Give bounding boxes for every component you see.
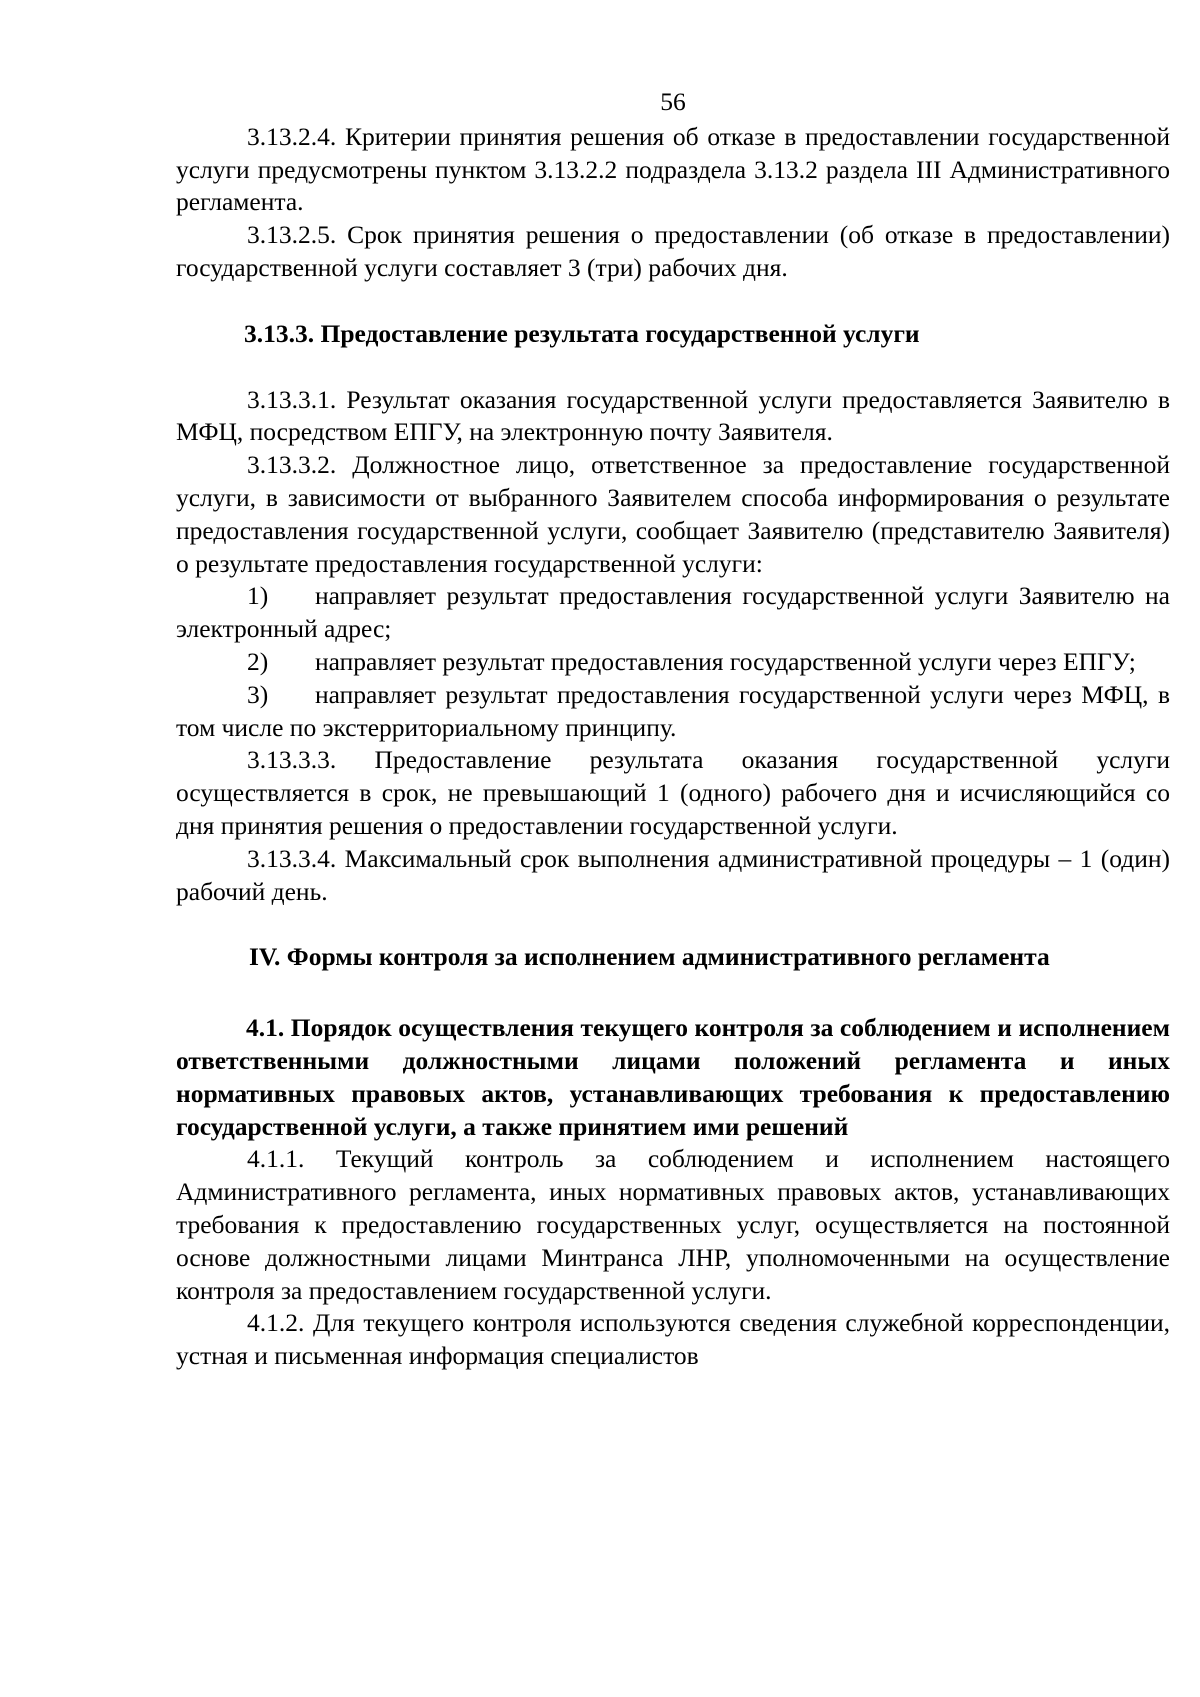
paragraph-3-13-3-4: 3.13.3.4. Максимальный срок выполнения административной процедуры – 1 (один) рабочий день. — [176, 843, 1170, 906]
spacer — [176, 351, 1170, 384]
list-number: 1) — [247, 581, 269, 611]
paragraph-3-13-3-2: 3.13.3.2. Должностное лицо, ответственное за предоставление государственной услуги, в зависимости от выбранного Заявителем способа информирования о результате предоставления государственной услуги, сообщает Заявителю (представителю Заявителя) о результате предоставления государственной услуги: — [176, 450, 1170, 578]
paragraph-3-13-2-5: 3.13.2.5. Срок принятия решения о предоставлении (об отказе в предоставлении) государственной услуги составляет 3 (три) рабочих дня. — [176, 220, 1170, 282]
list-number: 2) — [247, 646, 269, 676]
list-item-3 — [176, 679, 1170, 745]
paragraph-4-1-1: 4.1.1. Текущий контроль за соблюдением и исполнением настоящего Административного регламента, иных нормативных правовых актов, устанавливающих требования к предоставлению государственных услуг, осуществляется на постоянной основе должностными лицами Минтранса ЛНР, уполномоченными на осуществление контроля за предоставлением государственной услуги. — [176, 1144, 1170, 1305]
list-text: направляет результат предоставления государственной услуги Заявителю на электронный адрес; — [176, 581, 1170, 644]
list-item-1 — [176, 580, 1170, 646]
heading-3-13-3: 3.13.3. Предоставление результата государственной услуги — [244, 318, 920, 348]
spacer — [176, 974, 1170, 1012]
paragraph-3-13-2-4: 3.13.2.4. Критерии принятия решения об отказе в предоставлении государственной услуги предусмотрены пунктом 3.13.2.2 подраздела 3.13.2 раздела III Административного регламента. — [176, 121, 1170, 217]
spacer — [176, 285, 1170, 318]
page-number: 56 — [660, 87, 686, 116]
spacer — [176, 908, 1170, 941]
list-item-2 — [176, 646, 1170, 679]
heading-4-1: 4.1. Порядок осуществления текущего контроля за соблюдением и исполнением ответственными должностными лицами положений регламента и иных нормативных правовых актов, устанавливающих требования к предоставлению государственной услуги, а также принятием ими решений — [176, 1013, 1170, 1141]
list-number: 3) — [247, 679, 269, 709]
paragraph-4-1-2: 4.1.2. Для текущего контроля используются сведения служебной корреспонденции, устная и письменная информация специалистов — [176, 1308, 1170, 1371]
document-page — [176, 86, 1170, 1373]
paragraph-3-13-3-3: 3.13.3.3. Предоставление результата оказания государственной услуги осуществляется в срок, не превышающий 1 (одного) рабочего дня и исчисляющийся со дня принятия решения о предоставлении государственной услуги. — [176, 745, 1170, 840]
heading-section-iv: IV. Формы контроля за исполнением административного регламента — [249, 942, 1050, 972]
list-text: направляет результат предоставления государственной услуги через ЕПГУ; — [315, 646, 1136, 676]
paragraph-3-13-3-1: 3.13.3.1. Результат оказания государственной услуги предоставляется Заявителю в МФЦ, посредством ЕПГУ, на электронную почту Заявителя. — [176, 384, 1170, 447]
list-text: направляет результат предоставления государственной услуги через МФЦ, в том числе по экстерриториальному принципу. — [176, 679, 1170, 742]
